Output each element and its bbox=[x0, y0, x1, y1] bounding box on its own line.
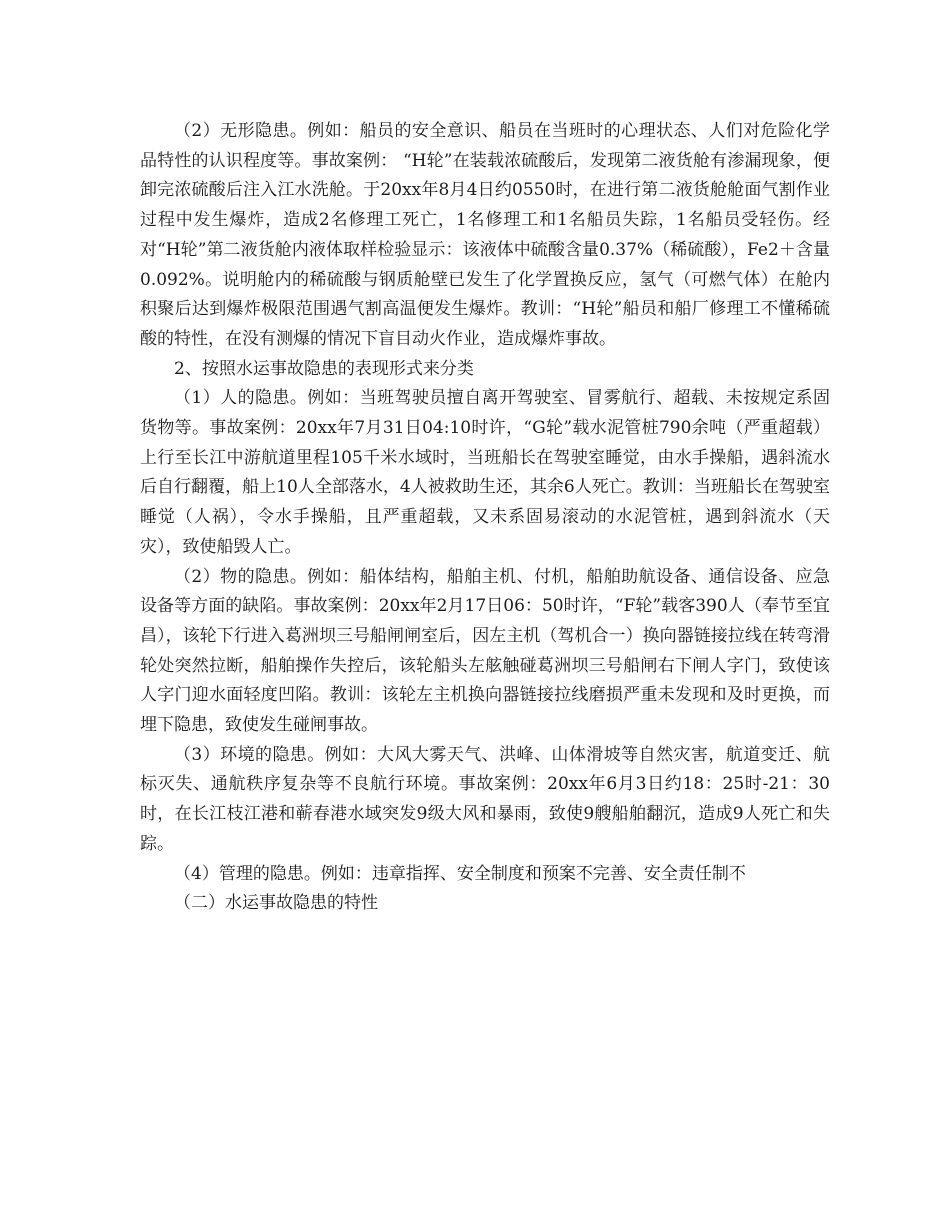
document-body bbox=[140, 117, 830, 919]
paragraph-environment-hazard: （3）环境的隐患。例如：大风大雾天气、洪峰、山体滑坡等自然灾害，航道变迁、航标灭失、通航秩序复杂等不良航行环境。事故案例：20xx年6月3日约18：25时-21：30时，在长江枝江港和蕲春港水域突发9级大风和暴雨，致使9艘船舶翻沉，造成9人死亡和失踪。 bbox=[140, 744, 830, 854]
paragraph-invisible-hazard: （2）无形隐患。例如：船员的安全意识、船员在当班时的心理状态、人们对危险化学品特性的认识程度等。事故案例： “H轮”在装载浓硫酸后，发现第二液货舱有渗漏现象，便卸完浓硫酸后注入江水洗舱。于20xx年8月4日约0550时，在进行第二液货舱舱面气割作业过程中发生爆炸，造成2名修理工死亡，1名修理工和1名船员失踪，1名船员受轻伤。经对“H轮”第二液货舱内液体取样检验显示：该液体中硫酸含量0.37%（稀硫酸），Fe2＋含量0.092%。说明舱内的稀硫酸与钢质舱壁已发生了化学置换反应，氢气（可燃气体）在舱内积聚后达到爆炸极限范围遇气割高温便发生爆炸。教训：“H轮”船员和船厂修理工不懂稀硫酸的特性，在没有测爆的情况下盲目动火作业，造成爆炸事故。 bbox=[140, 121, 830, 349]
paragraph-classification-heading: 2、按照水运事故隐患的表现形式来分类 bbox=[174, 358, 474, 379]
paragraph-management-hazard: （4）管理的隐患。例如：违章指挥、安全制度和预案不完善、安全责任制不 bbox=[174, 863, 746, 884]
paragraph-characteristics-heading: （二）水运事故隐患的特性 bbox=[174, 893, 378, 914]
paragraph-human-hazard: （1）人的隐患。例如：当班驾驶员擅自离开驾驶室、冒雾航行、超载、未按规定系固货物等。事故案例：20xx年7月31日04:10时许，“G轮”载水泥管桩790余吨（严重超载）上行至长江中游航道里程105千米水域时，当班船长在驾驶室睡觉，由水手操船，遇斜流水后自行翻覆，船上10人全部落水，4人被救助生还，其余6人死亡。教训：当班船长在驾驶室睡觉（人祸），令水手操船，且严重超载，又未系固易滚动的水泥管桩，遇到斜流水（天灾），致使船毁人亡。 bbox=[140, 388, 830, 557]
paragraph-material-hazard: （2）物的隐患。例如：船体结构，船舶主机、付机，船舶助航设备、通信设备、应急设备等方面的缺陷。事故案例：20xx年2月17日06：50时许，“F轮”载客390人（奉节至宜昌），该轮下行进入葛洲坝三号船闸闸室后，因左主机（驾机合一）换向器链接拉线在转弯滑轮处突然拉断，船舶操作失控后，该轮船头左舷触碰葛洲坝三号船闸右下闸人字门，致使该人字门迎水面轻度凹陷。教训：该轮左主机换向器链接拉线磨损严重未发现和及时更换，而埋下隐患，致使发生碰闸事故。 bbox=[140, 566, 830, 736]
